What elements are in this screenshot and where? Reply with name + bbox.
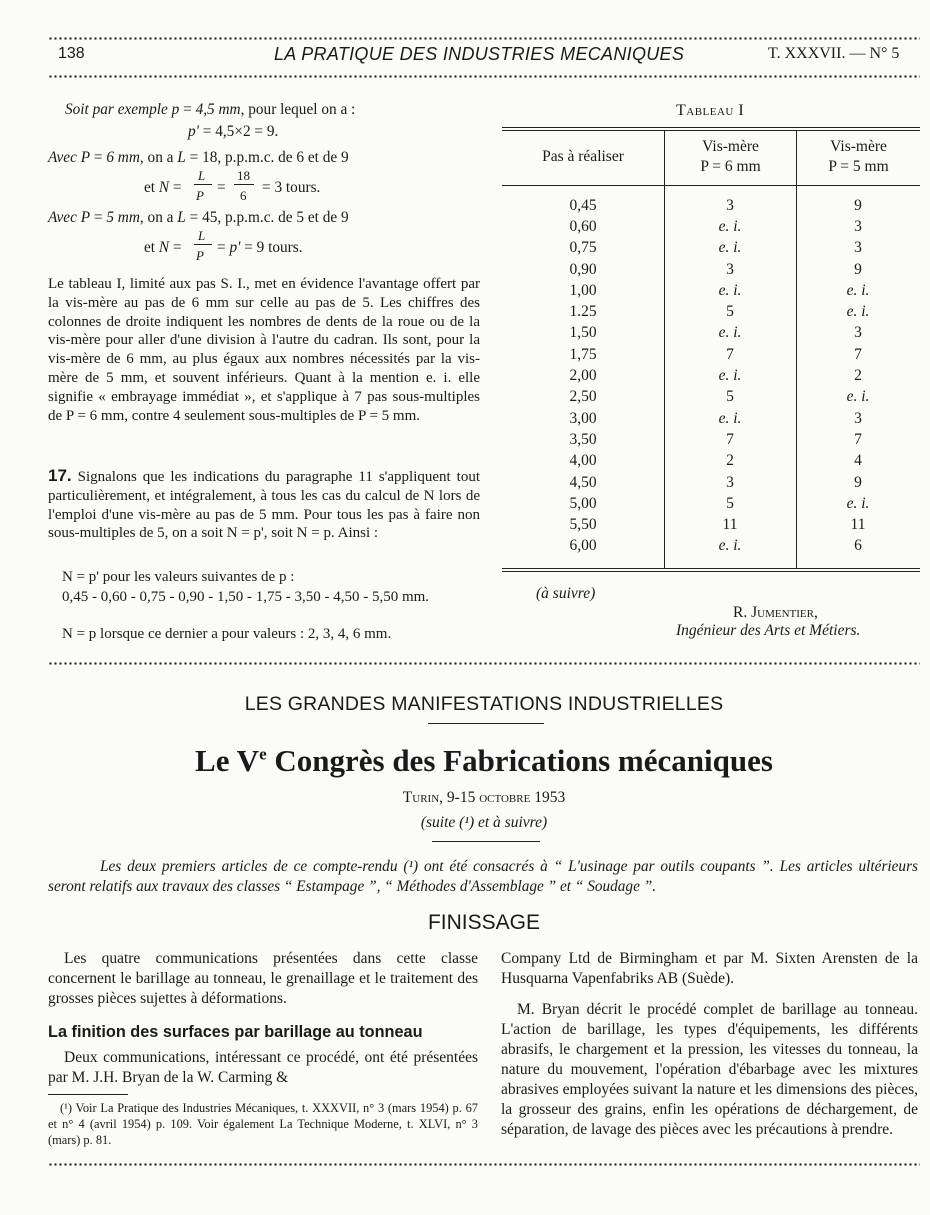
cell-vm6: 5 [726, 388, 734, 406]
table-row [502, 365, 920, 386]
cell-vm6: 5 [726, 303, 734, 321]
cell-pas: 2,00 [569, 367, 597, 385]
cell-vm6: 7 [726, 430, 734, 448]
table-row [502, 238, 920, 259]
cell-vm6: e. i. [718, 409, 742, 427]
formula-line-5: Avec P = 5 mm, on a L = 45, p.p.m.c. de 5 et de 9 [48, 209, 349, 226]
cell-pas: 0,60 [569, 217, 597, 235]
table-row [502, 301, 920, 322]
table-row [502, 216, 920, 237]
table-row [502, 344, 920, 365]
author-name: R. Jumentier, [733, 604, 818, 621]
table-header-vm6-line2: P = 6 mm [700, 158, 761, 175]
cell-pas: 5,50 [569, 516, 597, 534]
table-row [502, 408, 920, 429]
article-title-sup: e [259, 744, 267, 764]
cell-pas: 1,50 [569, 324, 597, 342]
table-header-vm5 [797, 137, 920, 177]
cell-pas: 3,00 [569, 409, 597, 427]
cell-pas: 3,50 [569, 430, 597, 448]
cell-pas: 5,00 [569, 494, 597, 512]
journal-title: LA PRATIQUE DES INDUSTRIES MECANIQUES [274, 44, 685, 64]
table-row [502, 451, 920, 472]
cell-vm5: 3 [854, 324, 862, 342]
section-separator-rule [48, 662, 920, 665]
a-suivre: (à suivre) [536, 585, 596, 602]
cell-vm5: 9 [854, 260, 862, 278]
table-top-rule-2 [502, 130, 920, 131]
article-suite: (suite (¹) et à suivre) [420, 814, 548, 831]
line-n-equals-p: N = p lorsque ce dernier a pour valeurs : 2, 3, 4, 6 mm. [62, 626, 392, 642]
col2-para1: Company Ltd de Birmingham et par M. Sixten Arensten de la Husquarna Vapenfabriks AB (Suède). [501, 950, 918, 987]
cell-pas: 0,45 [569, 196, 597, 214]
cell-vm5: 9 [854, 473, 862, 491]
table-bottom-rule-2 [502, 571, 920, 572]
table-row [502, 259, 920, 280]
article-intro: Les deux premiers articles de ce compte-rendu (¹) ont été consacrés à “ L'usinage par outils coupants ”. Les articles ultérieurs seront relatifs aux travaux des classes “ Estampage ”, “ Méthodes d'Assemblage ” et “ Soudage ”. [48, 858, 918, 895]
article-place-date: Turin, 9-15 octobre 1953 [402, 789, 566, 806]
line-n-equals-pprime: N = p' pour les valeurs suivantes de p : [62, 569, 295, 585]
header-top-rule [48, 37, 920, 40]
cell-vm5: e. i. [846, 494, 870, 512]
paragraph-17 [48, 467, 480, 543]
col1-para2: Deux communications, intéressant ce procédé, ont été présentées par M. J.H. Bryan de la W. Carming & [48, 1049, 478, 1086]
cell-vm6: 3 [726, 196, 734, 214]
kicker-underline [428, 723, 544, 724]
cell-pas: 4,50 [569, 473, 597, 491]
formula-line-2: p' = 4,5×2 = 9. [188, 123, 279, 140]
col1-heading: La finition des surfaces par barillage au tonneau [48, 1023, 423, 1041]
cell-vm5: 9 [854, 196, 862, 214]
cell-pas: 4,00 [569, 452, 597, 470]
cell-vm5: 3 [854, 409, 862, 427]
table-row [502, 472, 920, 493]
cell-pas: 6,00 [569, 537, 597, 555]
table-row [502, 387, 920, 408]
cell-vm6: 2 [726, 452, 734, 470]
cell-vm6: 3 [726, 473, 734, 491]
author-title: Ingénieur des Arts et Métiers. [676, 622, 861, 639]
table-header-vm6-line1: Vis-mère [702, 138, 759, 155]
cell-vm6: e. i. [718, 537, 742, 555]
table-row [502, 429, 920, 450]
cell-vm6: e. i. [718, 324, 742, 342]
section-number: 17. [48, 466, 72, 485]
footnote-rule [48, 1094, 128, 1095]
suite-underline [432, 841, 540, 842]
formula-line-3: Avec P = 6 mm, on a L = 18, p.p.m.c. de 6 et de 9 [48, 149, 349, 166]
cell-vm6: e. i. [718, 217, 742, 235]
cell-vm6: 5 [726, 494, 734, 512]
article-title [48, 743, 920, 779]
table-header-pas: Pas à réaliser [542, 148, 624, 165]
footnote: (¹) Voir La Pratique des Industries Mécaniques, t. XXXVII, n° 3 (mars 1954) p. 67 et n° 4 (avril 1954) p. 109. Voir également La Technique Moderne, t. XLVI, n° 3 (mars) p. 81. [48, 1101, 478, 1147]
cell-pas: 0,90 [569, 260, 597, 278]
table-bottom-rule [502, 568, 920, 569]
table-row [502, 280, 920, 301]
table-row [502, 514, 920, 535]
cell-vm5: 7 [854, 430, 862, 448]
article-title-pre: Le V [195, 743, 260, 778]
volume-number: T. XXXVII. — N° 5 [768, 45, 900, 62]
table-body [502, 195, 920, 557]
cell-vm6: 7 [726, 345, 734, 363]
cell-vm5: 3 [854, 239, 862, 257]
formula-line-1: Soit par exemple p = 4,5 mm, pour lequel on a : [65, 101, 356, 118]
footer-rule [48, 1163, 920, 1166]
cell-vm5: 2 [854, 367, 862, 385]
cell-pas: 2,50 [569, 388, 597, 406]
table-row [502, 536, 920, 557]
col1-para1: Les quatre communications présentées dans cette classe concernent le barillage au tonneau, le grenaillage et le traitement des grosses pièces sujettes à déformations. [48, 950, 478, 1007]
table-row [502, 195, 920, 216]
paragraph-tableau: Le tableau I, limité aux pas S. I., met en évidence l'avantage offert par la vis-mère au pas de 6 mm sur celle au pas de 5. Les chiffres des colonnes de droite indiquent les nombres de dents de la roue ou de la vis-mère pour aller d'une division à l'autre du cadran. Ils sont, pour la vis-mère de 6 mm, au plus égaux aux nombres nécessités par la vis-mère de 5 mm, et souvent inférieurs. Quant à la mention e. i. elle signifie « embrayage immédiat », et s'applique à 7 pas sous-multiples de P = 6 mm, contre 4 seulement sous-multiples de P = 5 mm. [48, 276, 480, 424]
cell-pas: 0,75 [569, 239, 597, 257]
cell-pas: 1,00 [569, 281, 597, 299]
page-number: 138 [58, 45, 85, 62]
cell-vm6: e. i. [718, 281, 742, 299]
table-title: Tableau I [676, 102, 745, 119]
table-top-rule [502, 127, 920, 128]
cell-vm5: 11 [850, 516, 866, 534]
table-header-vm5-line1: Vis-mère [830, 138, 887, 155]
col2-para2: M. Bryan décrit le procédé complet de barillage au tonneau. L'action de barillage, les types d'équipements, les différents abrasifs, le chargement et la pression, les vitesses du tonneau, la nature du mouvement, l'opération d'ébarbage avec les mixtures abrasives employées suivant la nature et les dimensions des pièces, la grosseur des grains, enfin les opérations de déchargement, de séparation, de lavage des pièces avec les précautions à prendre. [501, 1001, 918, 1138]
cell-vm5: e. i. [846, 281, 870, 299]
article-kicker: LES GRANDES MANIFESTATIONS INDUSTRIELLES [244, 693, 724, 715]
table-header-rule [502, 185, 920, 186]
table-header-vm6 [665, 137, 796, 177]
cell-vm6: e. i. [718, 367, 742, 385]
cell-pas: 1,75 [569, 345, 597, 363]
article-title-post: Congrès des Fabrications mécaniques [266, 743, 773, 778]
cell-vm5: 4 [854, 452, 862, 470]
line-values: 0,45 - 0,60 - 0,75 - 0,90 - 1,50 - 1,75 - 3,50 - 4,50 - 5,50 mm. [62, 589, 430, 605]
table-row [502, 323, 920, 344]
table-header-vm5-line2: P = 5 mm [828, 158, 889, 175]
cell-vm5: e. i. [846, 388, 870, 406]
cell-pas: 1.25 [569, 303, 597, 321]
cell-vm5: 7 [854, 345, 862, 363]
paragraph-17-text: Signalons que les indications du paragraphe 11 s'appliquent tout particulièrement, et intégralement, à tous les cas du calcul de N lors de l'emploi d'une vis-mère au pas de 5 mm. Pour tous les pas à faire non sous-multiples de 5, on a soit N = p', soit N = p. Ainsi : [48, 469, 481, 542]
cell-vm5: 6 [854, 537, 862, 555]
cell-vm6: e. i. [718, 239, 742, 257]
cell-vm5: e. i. [846, 303, 870, 321]
table-row [502, 493, 920, 514]
cell-vm5: 3 [854, 217, 862, 235]
header-bottom-rule [48, 75, 920, 78]
cell-vm6: 3 [726, 260, 734, 278]
section-finissage: FINISSAGE [427, 911, 541, 934]
cell-vm6: 11 [722, 516, 738, 534]
